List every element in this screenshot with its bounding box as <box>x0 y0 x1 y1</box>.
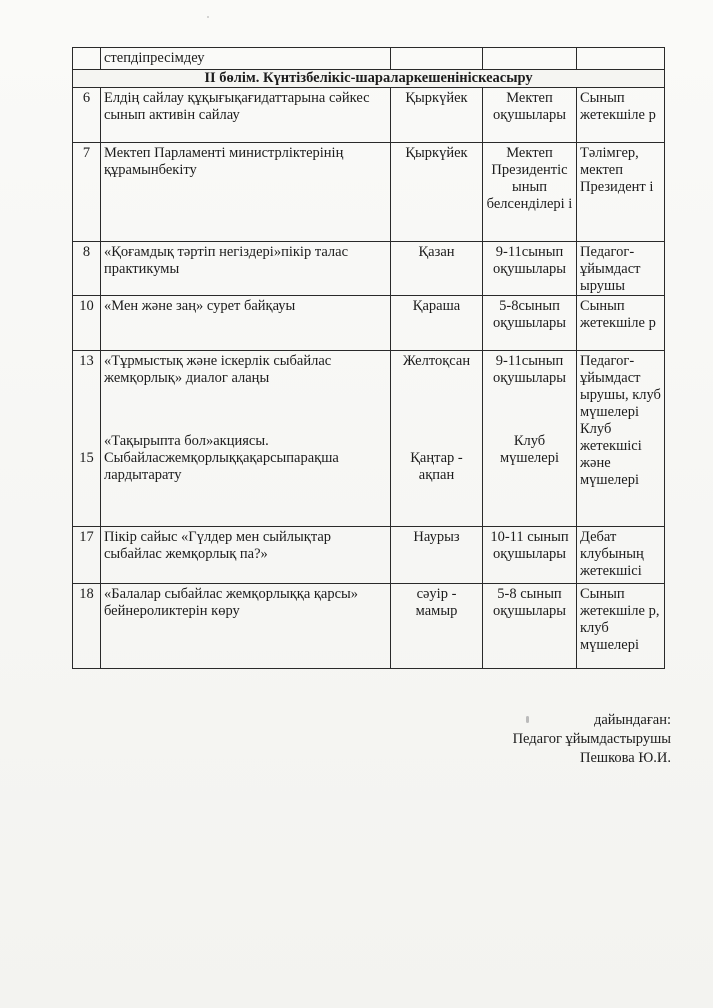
event-cell: Елдің сайлау құқығықағидаттарына сәйкес сынып активін сайлау <box>101 88 391 143</box>
participants-cell: 10-11 сынып оқушылары <box>483 527 577 584</box>
signature-position: Педагог ұйымдастырушы <box>512 731 671 747</box>
date-text: Қаңтар - ақпан <box>410 450 463 483</box>
date-cell <box>391 351 483 527</box>
section-header-row <box>73 70 665 88</box>
table-row <box>73 143 665 242</box>
row-number: 13 <box>79 353 94 369</box>
event-text: «Тақырыпта бол»акциясы. Сыбайласжемқорлыққақарсыпарақша лардытарату <box>104 433 339 483</box>
participants-cell: Мектеп Президентіс ынып белсенділері і <box>483 143 577 242</box>
date-text: Желтоқсан <box>402 353 471 369</box>
table-row <box>73 351 665 527</box>
participants-cell <box>483 351 577 527</box>
row-number-cell: 8 <box>73 242 101 296</box>
responsible-cell: Сынып жетекшіле р <box>577 296 665 351</box>
events-table <box>72 47 665 669</box>
row-number-cell <box>73 351 101 527</box>
row-number-cell: 6 <box>73 88 101 143</box>
row-number-cell: 18 <box>73 584 101 669</box>
responsible-text: Клуб жетекшісі және мүшелері <box>580 421 642 488</box>
row-number-cell: 17 <box>73 527 101 584</box>
event-cell: Пікір сайыс «Гүлдер мен сыйлықтар сыбайлас жемқорлық па?» <box>101 527 391 584</box>
event-cell: «Қоғамдық тәртіп негіздері»пікір талас практикумы <box>101 242 391 296</box>
event-cell: «Балалар сыбайлас жемқорлыққа қарсы» бейнероликтерін көру <box>101 584 391 669</box>
responsible-cell: Педагог-ұйымдаст ырушы <box>577 242 665 296</box>
date-cell: Қараша <box>391 296 483 351</box>
event-cell: Мектеп Парламенті министрліктерінің құрамынбекіту <box>101 143 391 242</box>
participants-cell: 5-8сынып оқушылары <box>483 296 577 351</box>
participants-cell: Мектеп оқушылары <box>483 88 577 143</box>
date-cell: сәуір - мамыр <box>391 584 483 669</box>
table-row <box>73 242 665 296</box>
responsible-cell <box>577 351 665 527</box>
signature-prepared-by: дайындаған: <box>593 712 671 728</box>
section-title: II бөлім. Күнтізбелікіс-шараларкешенініскеасыру <box>73 70 665 88</box>
event-text: «Тұрмыстық және іскерлік сыбайлас жемқорлық» диалог алаңы <box>104 353 332 386</box>
participants-cell: 9-11сынып оқушылары <box>483 242 577 296</box>
date-cell: Қыркүйек <box>391 88 483 143</box>
signature-name: Пешкова Ю.И. <box>580 750 671 766</box>
date-cell: Қыркүйек <box>391 143 483 242</box>
row-number-cell: 10 <box>73 296 101 351</box>
event-cell: степдіпресімдеу <box>101 48 391 70</box>
event-cell <box>101 351 391 527</box>
signature-block <box>513 711 671 768</box>
table-row <box>73 584 665 669</box>
scan-speck <box>207 16 209 18</box>
responsible-cell: Тәлімгер, мектеп Президент і <box>577 143 665 242</box>
table-row <box>73 88 665 143</box>
participants-text: 9-11сынып оқушылары <box>492 353 567 386</box>
date-cell <box>391 48 483 70</box>
table-row <box>73 527 665 584</box>
table-row <box>73 296 665 351</box>
responsible-cell: Сынып жетекшіле р, клуб мүшелері <box>577 584 665 669</box>
responsible-cell: Дебат клубының жетекшісі <box>577 527 665 584</box>
responsible-text: Педагог-ұйымдаст ырушы, клуб мүшелері <box>580 353 661 420</box>
date-cell: Наурыз <box>391 527 483 584</box>
row-number-cell <box>73 48 101 70</box>
participants-text: Клуб мүшелері <box>500 433 559 466</box>
date-cell: Қазан <box>391 242 483 296</box>
row-number-cell: 7 <box>73 143 101 242</box>
event-cell: «Мен және заң» сурет байқауы <box>101 296 391 351</box>
responsible-cell: Сынып жетекшіле р <box>577 88 665 143</box>
participants-cell <box>483 48 577 70</box>
table-row <box>73 48 665 70</box>
responsible-cell <box>577 48 665 70</box>
participants-cell: 5-8 сынып оқушылары <box>483 584 577 669</box>
row-number: 15 <box>79 450 94 466</box>
